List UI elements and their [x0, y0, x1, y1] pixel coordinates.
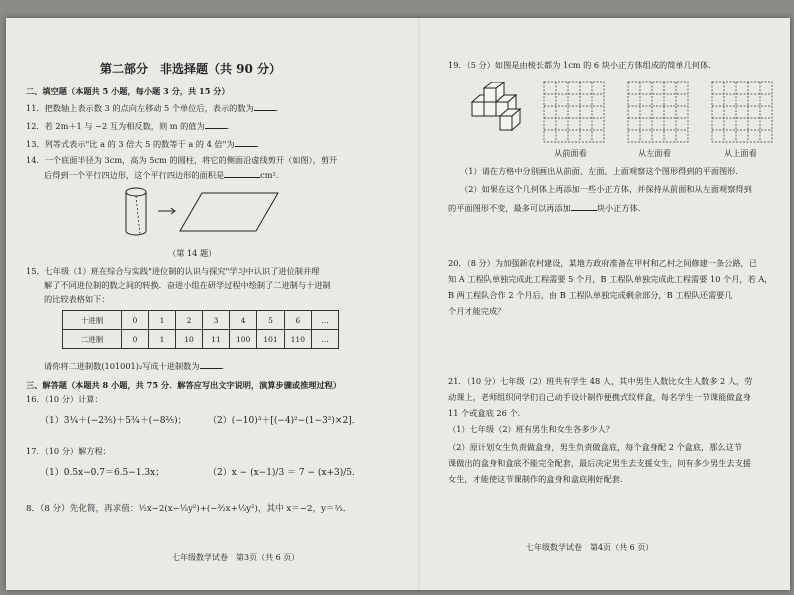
- label-front-view: 从前面看: [554, 148, 587, 158]
- question-21-line3: 11 个或盒底 26 个．: [448, 408, 526, 418]
- table-row: [63, 330, 339, 349]
- answer-blank: [224, 169, 260, 178]
- question-16-part1: （1）3¼＋(−2⅗)＋5¾＋(−8⅖)；: [40, 416, 187, 426]
- table-cell: 0: [122, 311, 149, 330]
- question-13: 13．列等式表示"比 a 的 3 倍大 5 的数等于 a 的 4 倍"为 ．: [26, 139, 265, 149]
- question-14-line2: 后得到一个平行四边形，这个平行四边形的面积是 cm²．: [44, 170, 284, 180]
- question-19-part2-line1: （2）如果在这个几何体上再添加一些小正方体，并保持从前面和从左面观察得到: [460, 184, 752, 194]
- cubes-figure: [470, 82, 536, 136]
- cylinder-figure: [118, 183, 288, 245]
- question-20-line2: 知 A 工程队单独完成此工程需要 5 个月，B 工程队单独完成此工程需要 10 个月，若 A，: [448, 274, 773, 284]
- question-12: 12．若 2m＋1 与 −2 互为相反数，则 m 的值为 ．: [26, 121, 235, 131]
- table-cell: 5: [257, 311, 284, 330]
- table-cell: 0: [122, 330, 149, 349]
- left-page: [22, 18, 412, 590]
- question-21-line2: 动课上，老师组织同学们自己动手设计制作便携式纹样盒，每名学生一节课能做盒身: [448, 392, 751, 402]
- question-20-line1: 20．（8 分）为加强新农村建设，某地方政府准备在甲村和乙村之间修建一条公路，已: [448, 258, 757, 268]
- question-17-part1: （1）0.5x−0.7＝6.5−1.3x；: [40, 468, 165, 478]
- label-left-view: 从左面看: [638, 148, 671, 158]
- question-21-part2-line2: 课做出的盒身和盒底不能完全配套，最后决定男生去支援女生，问有多少男生去支援: [448, 458, 751, 468]
- answer-blank: [205, 120, 227, 129]
- question-20-line4: 个月才能完成？: [448, 306, 506, 316]
- answer-blank: [235, 138, 257, 147]
- table-cell: 101: [257, 330, 284, 349]
- question-15-end: 请你将二进制数(101001)₂写成十进制数为 ．: [44, 361, 230, 371]
- section-solve: 三、解答题（本题共 8 小题，共 75 分．解答应写出文字说明，演算步骤或推理过程）: [26, 380, 342, 390]
- question-21-part1: （1）七年级（2）班有男生和女生各多少人？: [448, 424, 614, 434]
- question-15-line1: 15．七年级（1）班在综合与实践"进位制的认识与探究"学习中认识了进位制并理: [26, 266, 320, 276]
- answer-blank: [571, 202, 597, 211]
- question-15-line3: 的比较表格如下：: [44, 294, 110, 304]
- table-cell: 1: [149, 311, 176, 330]
- question-21-part2-line1: （2）原计划女生负责做盒身，男生负责做盒底，每个盒身配 2 个盒底，那么这节: [448, 442, 742, 452]
- table-cell: 4: [230, 311, 257, 330]
- exam-sheet: [6, 18, 790, 590]
- question-17-part2: （2）x − (x−1)/3 ＝ 7 − (x+3)/5．: [208, 468, 362, 478]
- question-11: 11．把数轴上表示数 3 的点向左移动 5 个单位后，表示的数为 ．: [26, 103, 284, 113]
- question-20-line3: B 两工程队合作 2 个月后，由 B 工程队单独完成剩余部分，B 工程队还需要几: [448, 290, 733, 300]
- table-cell: 110: [284, 330, 311, 349]
- answer-blank: [200, 360, 222, 369]
- page-footer-right: 七年级数学试卷 第4页（共 6 页）: [526, 543, 654, 552]
- table-cell: 十进制: [63, 311, 122, 330]
- table-cell: 100: [230, 330, 257, 349]
- question-16-part2: （2）(−10)³＋[(−4)²−(1−3²)×2]．: [208, 416, 361, 426]
- question-21-line1: 21．（10 分）七年级（2）班共有学生 48 人，其中男生人数比女生人数多 2 人，劳: [448, 376, 753, 386]
- table-cell: 3: [203, 311, 230, 330]
- table-cell: 11: [203, 330, 230, 349]
- question-21-part2-line3: 女生，才能使这节课制作的盒身和盒底刚好配套．: [448, 474, 629, 484]
- table-cell: 2: [176, 311, 203, 330]
- table-row: [63, 311, 339, 330]
- table-cell: 1: [149, 330, 176, 349]
- right-page: [438, 18, 783, 590]
- section-fill-blank: 二、填空题（本题共 5 小题，每小题 3 分，共 15 分）: [26, 86, 230, 96]
- answer-blank: [254, 102, 276, 111]
- binary-table: [62, 310, 339, 349]
- table-cell: 二进制: [63, 330, 122, 349]
- question-18: 8．（8 分）先化简，再求值：½x−2(x−⅓y²)+(−³⁄₂x+⅓y²)，其中 x＝−2，y＝⅔．: [26, 504, 352, 514]
- part-title: 第二部分 非选择题（共 90 分）: [100, 62, 282, 76]
- question-14-line1: 14．一个底面半径为 3cm，高为 5cm 的圆柱，将它的侧面沿虚线剪开（如图），剪开: [26, 155, 338, 165]
- question-19-part2-line2: 的平面图形不变，最多可以再添加 块小正方体．: [448, 203, 646, 213]
- table-cell: …: [311, 330, 338, 349]
- figure-14-caption: （第 14 题）: [168, 248, 217, 258]
- label-top-view: 从上面看: [724, 148, 757, 158]
- page-footer-left: 七年级数学试卷 第3页（共 6 页）: [172, 553, 300, 562]
- question-17: 17．（10 分）解方程：: [26, 446, 111, 456]
- question-19-part1: （1）请在方格中分别画出从前面、左面、上面观察这个图形得到的平面图形．: [460, 166, 744, 176]
- question-16: 16．（10 分）计算：: [26, 394, 103, 404]
- view-grids: [542, 80, 782, 146]
- page-fold: [418, 18, 420, 590]
- table-cell: …: [311, 311, 338, 330]
- table-cell: 6: [284, 311, 311, 330]
- question-15-line2: 解了不同进位制的数之间的转换．奋进小组在研学过程中绘制了二进制与十进制: [44, 280, 331, 290]
- question-19: 19．（5 分）如图是由棱长都为 1cm 的 6 块小正方体组成的简单几何体．: [448, 60, 717, 70]
- table-cell: 10: [176, 330, 203, 349]
